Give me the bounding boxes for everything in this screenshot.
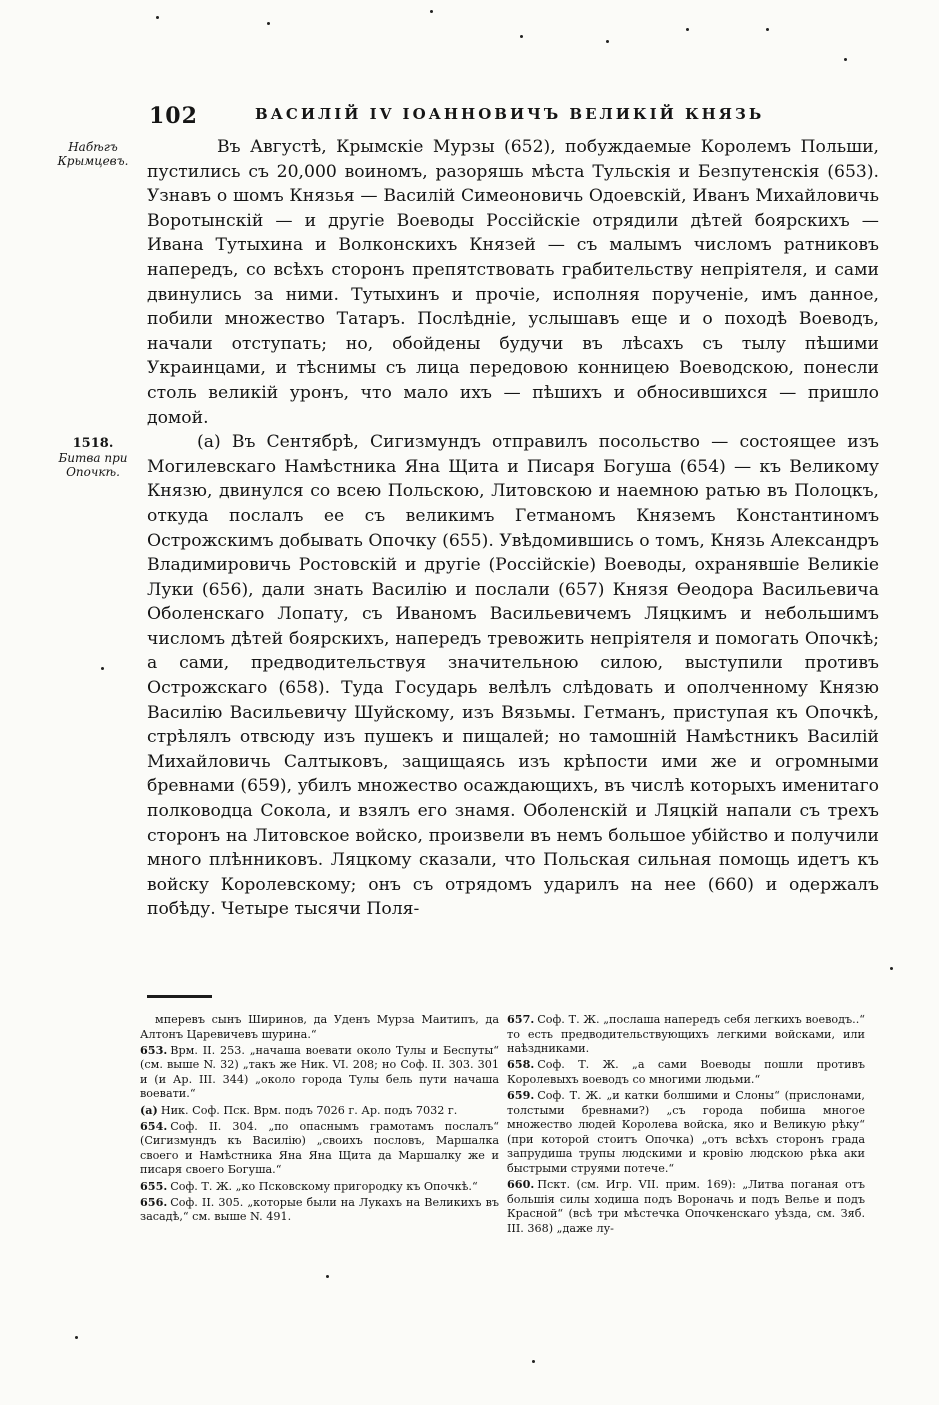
scan-speck: [75, 1336, 78, 1339]
footnote-text: Соф. II. 304. „по опаснымъ грамотамъ послалъ“ (Сигизмундъ къ Василію) „своихъ пословъ, Маршалка своего и Намѣстника Яна Яна Щита да Маршалку же и писаря своего Богуша.“: [140, 1119, 499, 1177]
paragraph-battle-opochka: (а) Въ Сентябрѣ, Сигизмундъ отправилъ посольство — состоящее изъ Могилевскаго Намѣстника Яна Щита и Писаря Богуша (654) — къ Великому Князю, двинулся со всею Польскою, Литовскою и наемною ратью въ Полоцкъ, откуда послалъ ее съ великимъ Гетманомъ Княземъ Константиномъ Острожскимъ добывать Опочку (655). Увѣдомившись о томъ, Князь Александръ Владимировичь Ростовскій и другіе (Россійскіе) Воеводы, охранявшіе Великіе Луки (656), дали знать Василію и послали (657) Князя Ѳеодора Васильевича Оболенскаго Лопату, съ Иваномъ Васильевичемъ Ляцкимъ и небольшимъ числомъ дѣтей боярскихъ, напередъ тревожить непріятеля и помогать Опочкѣ; а сами, предводительствуя значительною силою, выступили противъ Острожскаго (658). Туда Государь велѣлъ слѣдовать и ополченному Князю Василію Васильевичу Шуйскому, изъ Вязьмы. Гетманъ, приступая къ Опочкѣ, стрѣлялъ отвсюду изъ пушекъ и пищалей; но тамошній Намѣстникъ Василій Михайловичь Салтыковъ, защищаясь изъ крѣпости ими же и огромными бревнами (659), убилъ множество осаждающихъ, въ числѣ которыхъ именитаго полководца Сокола, и взялъ его знамя. Оболенскій и Ляцкій напали съ трехъ сторонъ на Литовское войско, произвели въ немъ большое убійство и получили много плѣнниковъ. Ляцкому сказали, что Польская сильная помощь идетъ къ войску Королевскому; онъ съ отрядомъ ударилъ на нее (660) и одержалъ побѣду. Четыре тысячи Поля-: [147, 432, 879, 920]
paragraph-crimean-raid: Въ Августѣ, Крымскіе Мурзы (652), побуждаемые Королемъ Польши, пустились съ 20,000 воиномъ, разоряшь мѣста Тульскія и Безпутенскія (653). Узнавъ о шомъ Князья — Василій Симеоновичь Одоевскій, Иванъ Михайловичь Воротынскій — и другіе Воеводы Россійскіе отрядили дѣтей боярскихъ — Ивана Тутыхина и Волконскихъ Князей — съ малымъ числомъ ратниковъ напередъ, со всѣхъ сторонъ препятствовать грабительству непріятеля, и сами двинулись за ними. Тутыхинъ и прочіе, исполняя порученіе, имъ данное, побили множество Татаръ. Послѣдніе, услышавъ еще и о походѣ Воеводъ, начали отступать; но, обойдены будучи въ лѣсахъ съ тылу пѣшими Украинцами, и тѣснимы съ лица передовою конницею Воеводскою, понесли столь великій уронъ, что мало ихъ — пѣшихъ и обносившихся — пришло домой.: [147, 137, 879, 428]
footnote: [140, 1119, 499, 1178]
footnote-number: 658.: [507, 1057, 535, 1072]
footnote-number: 660.: [507, 1177, 535, 1192]
footnote-text: Врм. II. 253. „начаша воевати около Тулы и Беспуты“ (см. выше N. 32) „такъ же Ник. VI. 208; но Соф. II. 303. 301 и (и Ар. III. 344) „около города Тулы бель пути начаша воевати.“: [140, 1043, 499, 1101]
margin-note-battle: [48, 437, 138, 479]
footnote: [140, 1043, 499, 1102]
scan-speck: [606, 40, 609, 43]
footnote-divider: [147, 995, 212, 998]
scan-speck: [890, 967, 893, 970]
footnote-number: 654.: [140, 1118, 168, 1133]
scan-speck: [267, 22, 270, 25]
footnote-text: Соф. Т. Ж. „а сами Воеводы пошли противъ Королевыхъ воеводъ со многими людьми.“: [507, 1058, 865, 1086]
scan-speck: [844, 58, 847, 61]
footnotes-left-column: [140, 1012, 499, 1225]
footnote-number: 657.: [507, 1012, 535, 1026]
footnote-number: 653.: [140, 1042, 168, 1057]
footnote-text: Соф. Т. Ж. „и катки болшими и Слоны“ (прислонами, толстыми бревнами?) „съ города побиша многое множество людей Королева войска, яко и Великую рѣку“ (при которой стоитъ Опочка) „отъ всѣхъ сторонъ града запрудиша трупы людскими и кровію людскою рѣка аки быстрыми струями потече.“: [507, 1088, 865, 1175]
footnote: [507, 1177, 865, 1236]
footnote: [140, 1103, 499, 1119]
footnote-text: мперевъ сынъ Ширинов, да Уденъ Мурза Маитипъ, да Алтонъ Царевичевъ шурина.“: [140, 1013, 499, 1041]
footnote-text: Соф. Т. Ж. „послаша напередъ себя легкихъ воеводъ..“ то есть предводительствующихъ легкими войсками, или наѣздниками.: [507, 1013, 865, 1056]
scan-speck: [766, 28, 769, 31]
footnote: [140, 1012, 499, 1042]
margin-note-raid: [48, 140, 138, 168]
footnote-text: Ник. Соф. Пск. Врм. подъ 7026 г. Ар. подъ 7032 г.: [160, 1103, 458, 1117]
footnote-text: Соф. II. 305. „которые были на Лукахъ на Великихъ въ засадѣ,“ см. выше N. 491.: [140, 1195, 499, 1224]
footnote-number: 656.: [140, 1194, 168, 1209]
scan-speck: [532, 1360, 535, 1363]
footnote-number: 659.: [507, 1087, 535, 1102]
footnote-text: Пскт. (см. Игр. VII. прим. 169): „Литва поганая отъ большія силы ходиша подъ Вороначь и подъ Велье и подъ Красной“ (всѣ три мѣстечка Опочкенскаго уѣзда, см. Зяб. III. 368) „даже лу-: [507, 1178, 865, 1235]
footnote-number: 655.: [140, 1178, 168, 1193]
scan-speck: [326, 1275, 329, 1278]
margin-note-heading: Набѣгъ Крымцевъ.: [57, 140, 129, 168]
margin-note-year: 1518.: [72, 436, 114, 451]
footnote-text: Соф. Т. Ж. „ко Псковскому пригородку къ Опочкѣ.“: [170, 1179, 478, 1193]
scan-speck: [520, 35, 523, 38]
footnote: [140, 1195, 499, 1225]
scan-speck: [101, 667, 104, 670]
scan-speck: [686, 28, 689, 31]
main-text: [147, 135, 879, 922]
footnote: [140, 1179, 499, 1195]
footnote: [507, 1088, 865, 1177]
scan-speck: [156, 16, 159, 19]
running-head: ВАСИЛІЙ IV ІОАННОВИЧЪ ВЕЛИКІЙ КНЯЗЬ: [255, 105, 765, 123]
page-number: 102: [149, 103, 198, 129]
margin-note-heading: Битва при Опочкѣ.: [58, 451, 128, 479]
footnote-number: (а): [140, 1102, 158, 1117]
footnotes-right-column: [507, 1012, 865, 1237]
footnote: [507, 1057, 865, 1087]
scan-speck: [430, 10, 433, 13]
footnote: [507, 1012, 865, 1057]
